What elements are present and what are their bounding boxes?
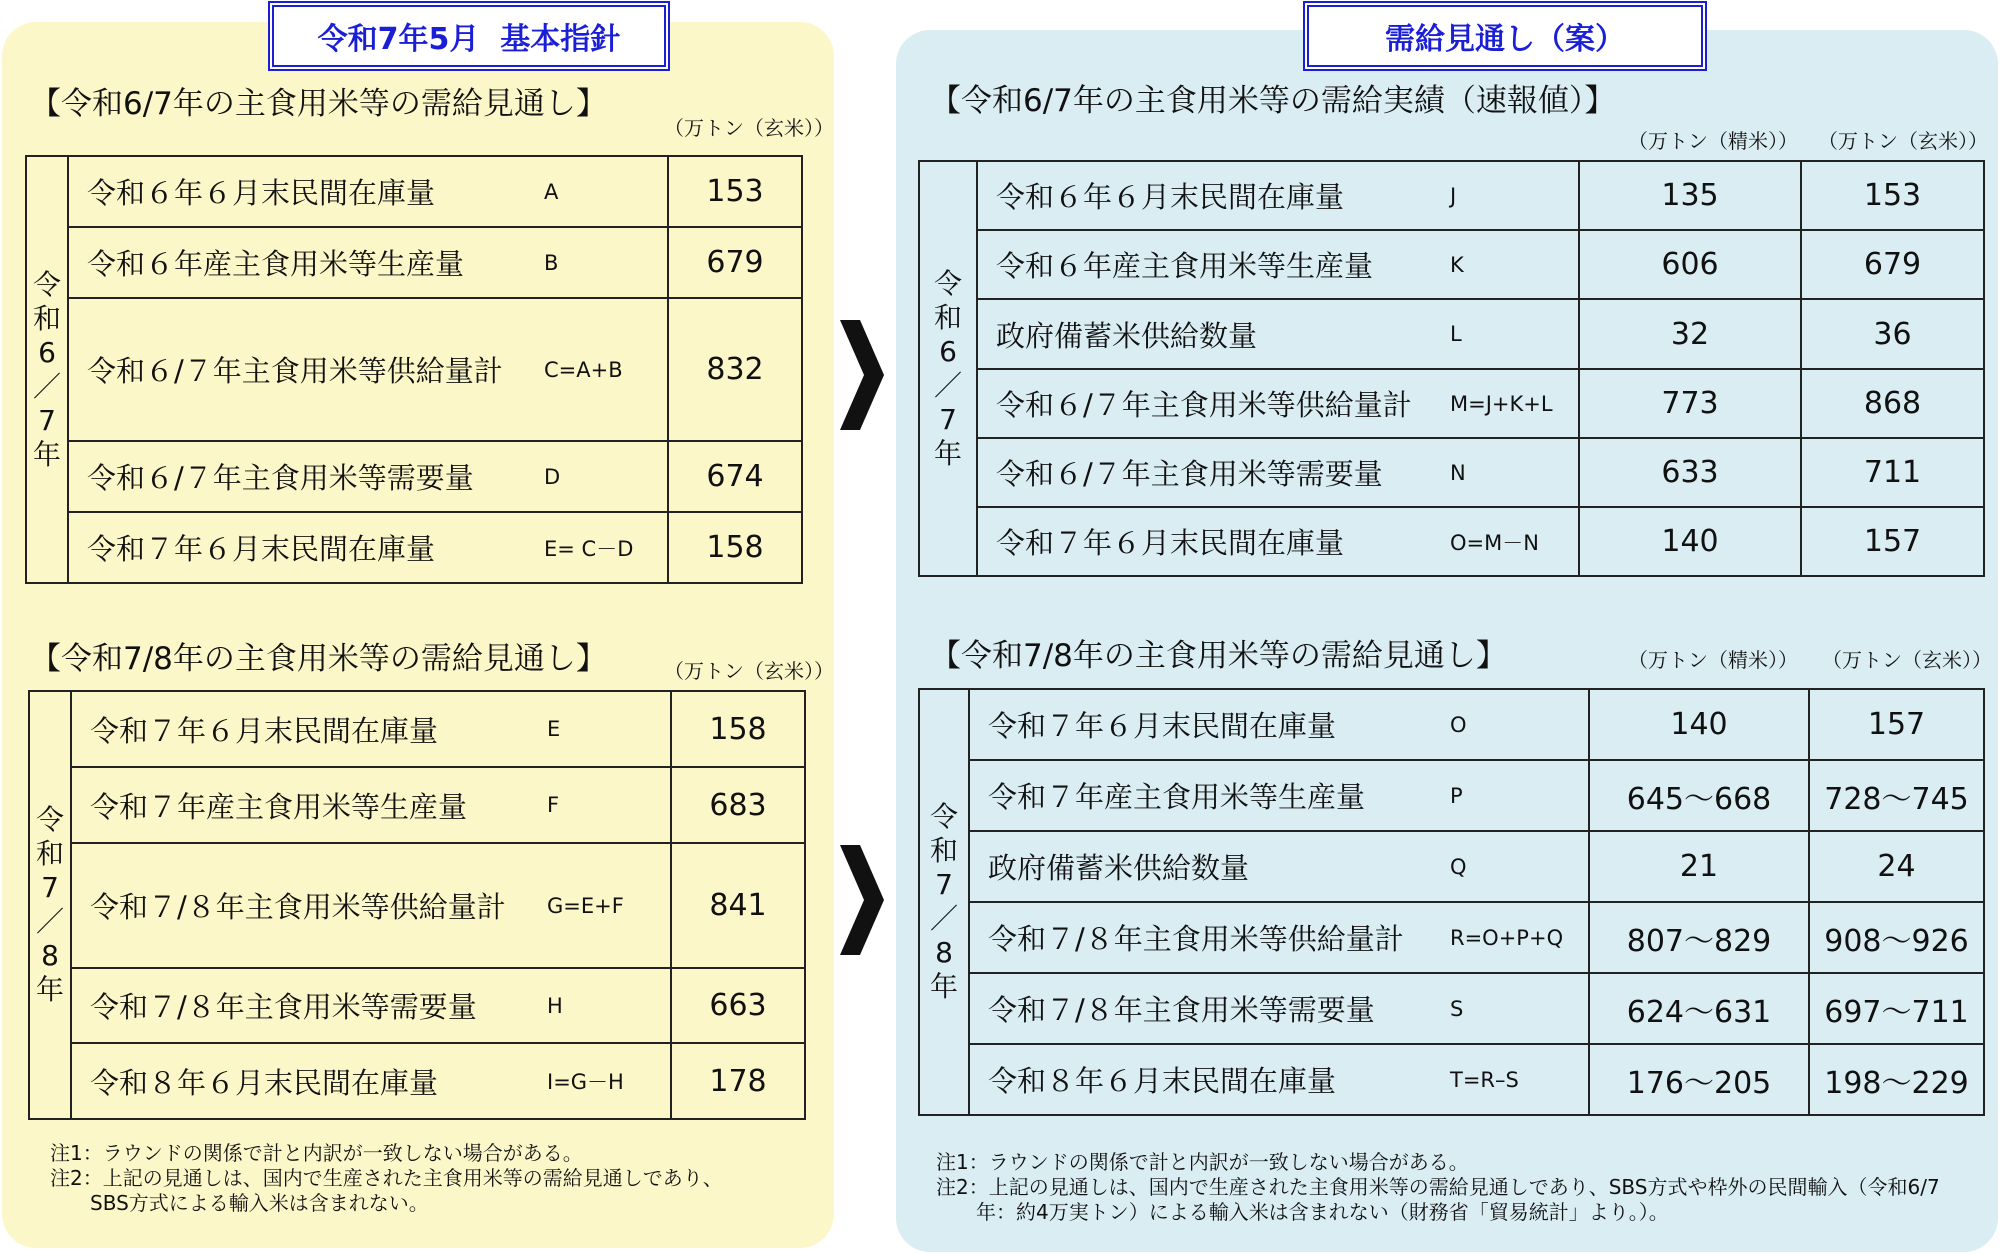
table-row [919,1044,1984,1115]
row-formula: A [530,156,668,227]
row-value-brown: 679 [1801,230,1984,299]
side-year-label: 令 和 7 ／ 8 年 [919,689,969,1115]
row-label: 令和７年６月末民間在庫量 [969,689,1436,760]
row-formula: G=E+F [533,843,671,968]
row-formula: L [1436,299,1579,369]
left-panel-title: 令和7年5月 基本指針 [272,5,666,67]
row-value-polished: 807～829 [1589,902,1809,973]
table-row [26,156,802,227]
row-label: 令和６/７年主食用米等需要量 [977,438,1436,507]
row-value: 832 [668,298,802,441]
row-label: 令和８年６月末民間在庫量 [969,1044,1436,1115]
table-row [29,691,805,767]
row-formula: E= C－D [530,512,668,583]
row-formula: J [1436,161,1579,230]
table-row [26,298,802,441]
row-formula: B [530,227,668,298]
left-table2-heading: 【令和7/8年の主食用米等の需給見通し】 [30,641,607,677]
row-value-polished: 21 [1589,831,1809,902]
row-value-polished: 645～668 [1589,760,1809,831]
row-value: 674 [668,441,802,512]
row-value-brown: 908～926 [1809,902,1984,973]
right-table2-unit-polished: （万トン（精米）） [1628,648,1798,672]
row-formula: D [530,441,668,512]
row-formula: I=G－H [533,1043,671,1119]
row-label: 令和６/７年主食用米等供給量計 [68,298,530,441]
table-row [919,161,1984,230]
row-label: 令和６年産主食用米等生産量 [977,230,1436,299]
table-row [919,973,1984,1044]
left-supply-demand-table-6-7 [25,155,803,584]
table-row [29,767,805,843]
row-value: 663 [671,968,805,1043]
row-value-brown: 697～711 [1809,973,1984,1044]
left-table1-heading: 【令和6/7年の主食用米等の需給見通し】 [30,86,607,122]
left-table2-unit: （万トン（玄米）） [664,659,834,683]
row-value-brown: 728～745 [1809,760,1984,831]
side-year-label: 令 和 6 ／ 7 年 [26,156,68,583]
row-value-brown: 36 [1801,299,1984,369]
row-label: 令和８年６月末民間在庫量 [71,1043,533,1119]
row-value: 841 [671,843,805,968]
row-label: 令和６/７年主食用米等供給量計 [977,369,1436,438]
right-panel-title: 需給見通し（案） [1307,5,1703,67]
row-label: 令和７年産主食用米等生産量 [969,760,1436,831]
row-value-polished: 606 [1579,230,1801,299]
row-value-polished: 624～631 [1589,973,1809,1044]
row-value-polished: 140 [1589,689,1809,760]
row-formula: F [533,767,671,843]
row-value-polished: 135 [1579,161,1801,230]
row-label: 令和７年６月末民間在庫量 [71,691,533,767]
right-table1-unit-polished: （万トン（精米）） [1628,129,1798,153]
row-value-brown: 24 [1809,831,1984,902]
row-formula: T=R–S [1436,1044,1589,1115]
row-formula: O=M－N [1436,507,1579,576]
right-notes: 注1：ラウンドの関係で計と内訳が一致しない場合がある。 注2：上記の見通しは、国内で生産された主食用米等の需給見通しであり、SBS方式や枠外の民間輸入（令和6/7 年：約4万実トン）による輸入米は含まれない（財務省「貿易統計」より。）。 [936,1150,1940,1224]
row-value-brown: 868 [1801,369,1984,438]
right-table2-heading: 【令和7/8年の主食用米等の需給見通し】 [930,638,1507,674]
left-supply-demand-table-7-8 [28,690,806,1120]
row-value-brown: 711 [1801,438,1984,507]
row-value-polished: 633 [1579,438,1801,507]
row-value-polished: 140 [1579,507,1801,576]
chevron-right-icon [838,845,886,959]
row-value: 683 [671,767,805,843]
right-outlook-table-7-8 [918,688,1985,1116]
row-value-polished: 773 [1579,369,1801,438]
row-formula: N [1436,438,1579,507]
row-label: 令和７/８年主食用米等需要量 [969,973,1436,1044]
row-formula: K [1436,230,1579,299]
row-label: 令和７/８年主食用米等供給量計 [969,902,1436,973]
table-row [919,230,1984,299]
row-label: 令和７/８年主食用米等供給量計 [71,843,533,968]
row-label: 令和７/８年主食用米等需要量 [71,968,533,1043]
left-table1-unit: （万トン（玄米）） [664,116,834,140]
row-label: 令和６/７年主食用米等需要量 [68,441,530,512]
row-value: 158 [671,691,805,767]
side-year-label: 令 和 6 ／ 7 年 [919,161,977,576]
row-formula: C=A+B [530,298,668,441]
row-formula: P [1436,760,1589,831]
row-formula: Q [1436,831,1589,902]
right-actuals-table-6-7 [918,160,1985,577]
right-table1-heading: 【令和6/7年の主食用米等の需給実績（速報値）】 [930,83,1616,119]
row-value-brown: 153 [1801,161,1984,230]
row-value-polished: 32 [1579,299,1801,369]
table-row [26,227,802,298]
row-formula: R=O+P+Q [1436,902,1589,973]
row-value: 153 [668,156,802,227]
row-label: 令和７年産主食用米等生産量 [71,767,533,843]
row-label: 令和６年６月末民間在庫量 [68,156,530,227]
table-row [919,902,1984,973]
table-row [29,843,805,968]
row-label: 令和６年６月末民間在庫量 [977,161,1436,230]
left-notes: 注1：ラウンドの関係で計と内訳が一致しない場合がある。 注2：上記の見通しは、国内で生産された主食用米等の需給見通しであり、 SBS方式による輸入米は含まれない。 [50,1141,723,1215]
row-formula: E [533,691,671,767]
table-row [919,299,1984,369]
row-label: 政府備蓄米供給数量 [969,831,1436,902]
row-value-brown: 157 [1809,689,1984,760]
table-row [919,369,1984,438]
row-formula: O [1436,689,1589,760]
row-value-polished: 176～205 [1589,1044,1809,1115]
side-year-label: 令 和 7 ／ 8 年 [29,691,71,1119]
row-formula: M=J+K+L [1436,369,1579,438]
row-value: 158 [668,512,802,583]
table-row [919,689,1984,760]
row-value: 679 [668,227,802,298]
table-row [919,507,1984,576]
chevron-right-icon [838,320,886,434]
table-row [29,1043,805,1119]
row-label: 令和７年６月末民間在庫量 [977,507,1436,576]
row-formula: H [533,968,671,1043]
row-value-brown: 157 [1801,507,1984,576]
row-value-brown: 198～229 [1809,1044,1984,1115]
row-formula: S [1436,973,1589,1044]
table-row [919,760,1984,831]
table-row [919,831,1984,902]
row-label: 令和６年産主食用米等生産量 [68,227,530,298]
row-label: 政府備蓄米供給数量 [977,299,1436,369]
table-row [919,438,1984,507]
table-row [26,441,802,512]
table-row [29,968,805,1043]
row-label: 令和７年６月末民間在庫量 [68,512,530,583]
row-value: 178 [671,1043,805,1119]
right-table2-unit-brown: （万トン（玄米）） [1822,648,1992,672]
table-row [26,512,802,583]
right-table1-unit-brown: （万トン（玄米）） [1818,129,1988,153]
